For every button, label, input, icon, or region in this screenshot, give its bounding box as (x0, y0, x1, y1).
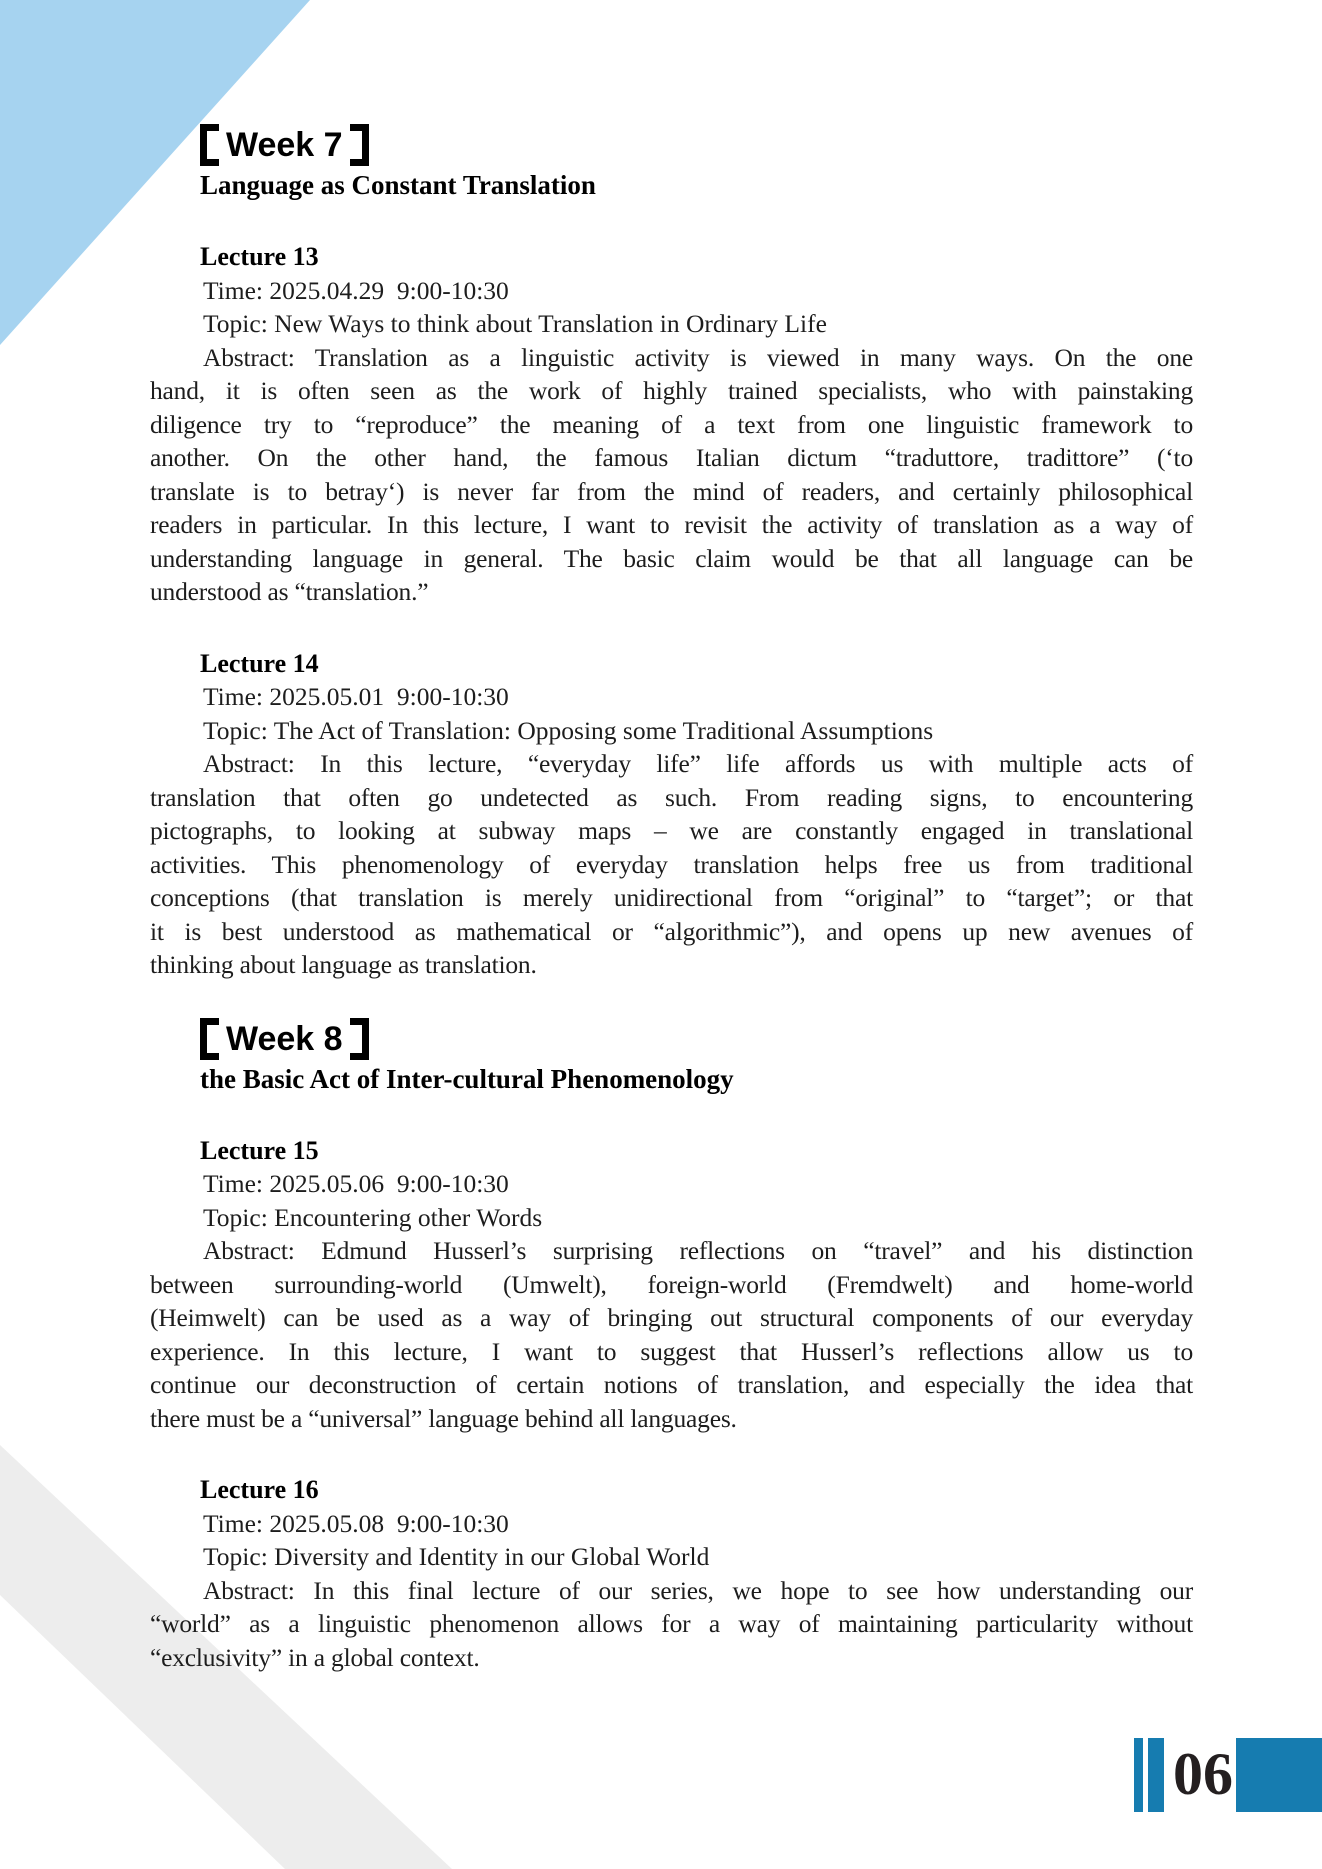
week-subtitle: the Basic Act of Inter-cultural Phenomenology (200, 1063, 734, 1094)
abstract-line: readers in particular. In this lecture, I want to revisit the activity of translation as a way of (150, 510, 1193, 539)
week-heading (150, 1016, 1193, 1062)
lecture-time: Time: 2025.05.08 9:00-10:30 (203, 1508, 509, 1538)
abstract-line: Abstract: Translation as a linguistic activity is viewed in many ways. On the one (203, 342, 1193, 372)
right-lenticular-bracket-icon (350, 1018, 369, 1060)
abstract-line: Abstract: Edmund Husserl’s surprising reflections on “travel” and his distinction (203, 1236, 1193, 1265)
abstract-line: understanding language in general. The basic claim would be that all language can be (150, 543, 1193, 573)
lecture-title: Lecture 14 (200, 648, 319, 678)
abstract-line: another. On the other hand, the famous Italian dictum “traduttore, tradittore” (‘to (150, 443, 1193, 472)
abstract-line: between surrounding-world (Umwelt), foreign-world (Fremdwelt) and home-world (150, 1269, 1193, 1299)
lecture-topic: Topic: The Act of Translation: Opposing some Traditional Assumptions (203, 715, 934, 745)
abstract-line: “world” as a linguistic phenomenon allows for a way of maintaining particularity without (150, 1609, 1193, 1638)
week-subtitle: Language as Constant Translation (200, 170, 596, 200)
lecture-topic: Topic: New Ways to think about Translation in Ordinary Life (203, 309, 827, 338)
lecture-block (150, 1134, 1193, 1436)
abstract-line: “exclusivity” in a global context. (150, 1642, 480, 1672)
week-section (150, 122, 1193, 982)
abstract-line: thinking about language as translation. (150, 950, 537, 979)
lecture-topic: Topic: Encountering other Words (203, 1202, 543, 1232)
abstract-line: activities. This phenomenology of everyday translation helps free us from traditional (150, 849, 1193, 879)
abstract-line: understood as “translation.” (150, 577, 429, 606)
lecture-abstract (150, 341, 1193, 609)
week-section (150, 1016, 1193, 1675)
abstract-line: hand, it is often seen as the work of highly trained specialists, who with painstaking (150, 376, 1193, 405)
lecture-abstract (150, 747, 1193, 982)
abstract-line: it is best understood as mathematical or “algorithmic”), and opens up new avenues of (150, 916, 1193, 946)
lecture-block (150, 647, 1193, 982)
right-lenticular-bracket-icon (350, 124, 369, 166)
lecture-list (150, 240, 1193, 982)
page-number: 06 (1173, 1741, 1233, 1807)
lecture-list (150, 1134, 1193, 1675)
abstract-line: translation that often go undetected as such. From reading signs, to encountering (150, 782, 1193, 812)
pager-accent-block (1236, 1738, 1322, 1812)
pager-bar-thick (1148, 1738, 1164, 1812)
week-heading-text: Week 8 (226, 1019, 343, 1058)
lecture-title: Lecture 16 (200, 1475, 319, 1504)
abstract-line: Abstract: In this final lecture of our series, we hope to see how understanding our (203, 1575, 1193, 1605)
lecture-time: Time: 2025.04.29 9:00-10:30 (203, 275, 509, 305)
abstract-line: experience. In this lecture, I want to suggest that Husserl’s reflections allow us to (150, 1336, 1193, 1366)
lecture-title: Lecture 13 (200, 242, 319, 271)
pager-bar-thin (1134, 1738, 1143, 1812)
week-heading-text: Week 7 (226, 126, 343, 164)
left-lenticular-bracket-icon (200, 1018, 219, 1060)
syllabus-content (150, 0, 1193, 1674)
lecture-abstract (150, 1234, 1193, 1435)
lecture-block (150, 1473, 1193, 1674)
lecture-time: Time: 2025.05.01 9:00-10:30 (203, 682, 509, 711)
page-number-footer (1134, 1738, 1322, 1812)
abstract-line: (Heimwelt) can be used as a way of bringing out structural components of our everyday (150, 1303, 1193, 1332)
lecture-abstract (150, 1574, 1193, 1675)
abstract-line: pictographs, to looking at subway maps – we are constantly engaged in translational (150, 816, 1193, 845)
abstract-line: Abstract: In this lecture, “everyday life” life affords us with multiple acts of (203, 749, 1193, 778)
left-lenticular-bracket-icon (200, 124, 219, 166)
abstract-line: continue our deconstruction of certain notions of translation, and especially the idea that (150, 1370, 1193, 1399)
abstract-line: there must be a “universal” language behind all languages. (150, 1403, 737, 1433)
abstract-line: conceptions (that translation is merely unidirectional from “original” to “target”; or that (150, 883, 1193, 912)
lecture-title: Lecture 15 (200, 1135, 319, 1165)
lecture-time: Time: 2025.05.06 9:00-10:30 (203, 1169, 509, 1198)
abstract-line: translate is to betray‘) is never far from the mind of readers, and certainly philosophical (150, 476, 1193, 506)
lecture-block (150, 240, 1193, 609)
week-heading (150, 122, 1193, 168)
lecture-topic: Topic: Diversity and Identity in our Global World (203, 1542, 710, 1571)
abstract-line: diligence try to “reproduce” the meaning of a text from one linguistic framework to (150, 409, 1193, 439)
